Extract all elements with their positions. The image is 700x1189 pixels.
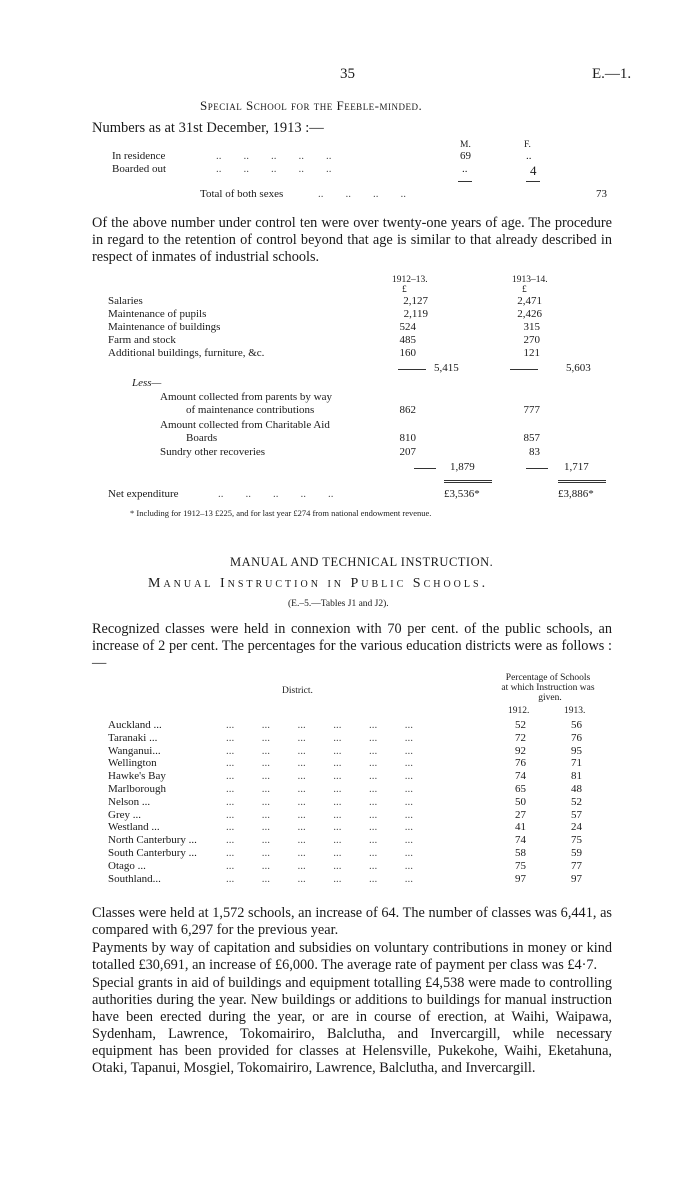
- district-name: Nelson ...: [108, 796, 151, 808]
- leader-dots: ... ... ... ... ... ...: [226, 719, 413, 731]
- district-pct-1913: 59: [571, 847, 582, 859]
- less-total-1912: 1,879: [450, 461, 475, 473]
- less-item-line1: Sundry other recoveries: [160, 446, 266, 458]
- finance-item-label: Maintenance of buildings: [108, 321, 221, 333]
- finance-item-label: Additional buildings, furniture, &c.: [108, 347, 265, 359]
- district-pct-1912: 58: [515, 847, 526, 859]
- finance-item-label: Salaries: [108, 295, 143, 307]
- district-pct-1912: 41: [515, 821, 526, 833]
- leader-dots: ... ... ... ... ... ...: [226, 860, 413, 872]
- footnote: * Including for 1912–13 £225, and for last year £274 from national endowment revenue.: [130, 508, 432, 518]
- less-item-line2: Boards: [186, 432, 218, 444]
- paragraph-special-grants: Special grants in aid of buildings and equipment totalling £4,538 were made to controlling authorities during the year. New buildings or additions to buildings for manual instruction have been erected during the year, or are in course of erection, at Waihi, Waipawa, Sydenham, Lawrence, Tokomairiro, Balclutha, and Invercargill, while necessary equipment has been provided for classes at Helensville, Pukekohe, Waihi, Eketahuna, Otaki, Tapanui, Mosgiel, Tokomairiro, Lawrence, Balclutha, and Invercargill.: [92, 975, 612, 1076]
- district-name: South Canterbury ...: [108, 847, 197, 859]
- subtotal-1913: 5,603: [566, 362, 591, 374]
- district-name: Wellington: [108, 757, 157, 769]
- finance-item-1912: 2,127: [403, 295, 428, 307]
- tables-reference: (E.–5.—Tables J1 and J2).: [288, 599, 389, 609]
- district-name: Taranaki ...: [108, 732, 158, 744]
- district-name: Wanganui...: [108, 745, 161, 757]
- district-pct-1913: 71: [571, 757, 582, 769]
- subtotal-1912: 5,415: [434, 362, 459, 374]
- less-item-1912: 207: [399, 446, 416, 458]
- district-name: Southland...: [108, 873, 161, 885]
- finance-item-1912: 160: [399, 347, 416, 359]
- leader-dots: ... ... ... ... ... ...: [226, 809, 413, 821]
- leader-dots: ... ... ... ... ... ...: [226, 783, 413, 795]
- col-header-female: F.: [524, 140, 531, 150]
- finance-item-1913: 315: [523, 321, 540, 333]
- district-pct-1913: 52: [571, 796, 582, 808]
- finance-item-label: Maintenance of pupils: [108, 308, 207, 320]
- total-label: Total of both sexes: [200, 188, 284, 200]
- currency-symbol: £: [522, 285, 527, 295]
- leader-dots: ... ... ... ... ... ...: [226, 770, 413, 782]
- district-pct-1912: 97: [515, 873, 526, 885]
- district-pct-1912: 74: [515, 834, 526, 846]
- finance-item-label: Farm and stock: [108, 334, 176, 346]
- district-pct-1913: 97: [571, 873, 582, 885]
- less-item-1913: 777: [523, 404, 540, 416]
- district-pct-1913: 81: [571, 770, 582, 782]
- district-name: Hawke's Bay: [108, 770, 166, 782]
- subsection-title-manual-instruction: Manual Instruction in Public Schools.: [148, 576, 489, 591]
- finance-item-1913: 2,426: [517, 308, 542, 320]
- currency-symbol: £: [402, 285, 407, 295]
- double-rule: [558, 480, 606, 483]
- leader-dots: ... ... ... ... ... ...: [226, 745, 413, 757]
- district-pct-1912: 27: [515, 809, 526, 821]
- leader-dots: ... ... ... ... ... ...: [226, 834, 413, 846]
- paragraph-payments: Payments by way of capitation and subsidies on voluntary contributions in money or kind totalled £30,691, an increase of £6,000. The average rate of payment per class was £4·7.: [92, 940, 612, 973]
- boarded-out-male: ..: [462, 163, 468, 175]
- in-residence-male: 69: [460, 150, 471, 162]
- finance-item-1913: 121: [523, 347, 540, 359]
- leader-dots: ... ... ... ... ... ...: [226, 873, 413, 885]
- boarded-out-female: 4: [530, 163, 537, 178]
- leader-dots: ... ... ... ... ... ...: [226, 757, 413, 769]
- in-residence-female: ..: [526, 150, 532, 162]
- district-pct-1912: 75: [515, 860, 526, 872]
- col-header-district: District.: [282, 686, 313, 696]
- net-expenditure-1913: £3,886*: [558, 488, 594, 500]
- district-name: Westland ...: [108, 821, 160, 833]
- district-name: Otago ...: [108, 860, 146, 872]
- district-pct-1913: 76: [571, 732, 582, 744]
- section-title-manual-technical: MANUAL AND TECHNICAL INSTRUCTION.: [230, 555, 494, 569]
- leader-dots: ... ... ... ... ... ...: [226, 732, 413, 744]
- leader-dots: ... ... ... ... ... ...: [226, 796, 413, 808]
- row-label-boarded-out: Boarded out: [112, 163, 167, 175]
- less-item-line1: Amount collected from Charitable Aid: [160, 419, 330, 431]
- finance-item-1912: 524: [399, 321, 416, 333]
- district-pct-1912: 65: [515, 783, 526, 795]
- total-value: 73: [596, 188, 607, 200]
- district-pct-1912: 76: [515, 757, 526, 769]
- finance-item-1913: 2,471: [517, 295, 542, 307]
- divider: [526, 181, 540, 182]
- district-pct-1913: 77: [571, 860, 582, 872]
- less-item-1913: 83: [529, 446, 540, 458]
- leader-dots: .. .. .. .. ..: [216, 150, 332, 162]
- col-header-1912-13: 1912–13.: [392, 275, 428, 285]
- paragraph-recognized-classes: Recognized classes were held in connexion with 70 per cent. of the public schools, an increase of 2 per cent. The percentages for the various education districts were as follows :—: [92, 621, 612, 671]
- divider: [458, 181, 472, 182]
- district-name: Marlborough: [108, 783, 167, 795]
- less-item-line2: of maintenance contributions: [186, 404, 315, 416]
- district-pct-1913: 57: [571, 809, 582, 821]
- less-label: Less—: [132, 377, 162, 389]
- col-header-percentage-line2: at which Instruction was: [501, 683, 595, 693]
- district-pct-1912: 72: [515, 732, 526, 744]
- less-item-1913: 857: [523, 432, 540, 444]
- less-total-1913: 1,717: [564, 461, 589, 473]
- less-item-1912: 810: [399, 432, 416, 444]
- paragraph-classes-held: Classes were held at 1,572 schools, an increase of 64. The number of classes was 6,441, as compared with 6,297 for the previous year.: [92, 905, 612, 938]
- district-pct-1912: 74: [515, 770, 526, 782]
- divider: [414, 468, 436, 469]
- district-name: North Canterbury ...: [108, 834, 197, 846]
- finance-item-1912: 2,119: [403, 308, 428, 320]
- leader-dots: .. .. .. .. ..: [218, 488, 334, 500]
- finance-item-1912: 485: [399, 334, 416, 346]
- numbers-heading: Numbers as at 31st December, 1913 :—: [92, 120, 324, 136]
- net-expenditure-label: Net expenditure: [108, 488, 179, 500]
- district-name: Grey ...: [108, 809, 141, 821]
- leader-dots: .. .. .. ..: [318, 188, 406, 200]
- col-header-1913: 1913.: [564, 706, 586, 716]
- leader-dots: .. .. .. .. ..: [216, 163, 332, 175]
- page-number: 35: [340, 66, 355, 82]
- divider: [510, 369, 538, 370]
- col-header-1912: 1912.: [508, 706, 530, 716]
- district-pct-1912: 52: [515, 719, 526, 731]
- district-pct-1912: 50: [515, 796, 526, 808]
- district-pct-1913: 95: [571, 745, 582, 757]
- divider: [526, 468, 548, 469]
- document-reference: E.—1.: [592, 66, 632, 82]
- paragraph-control: Of the above number under control ten were over twenty-one years of age. The procedure in regard to the retention of control beyond that age is similar to that already described in respect of inmates of industrial schools.: [92, 215, 612, 265]
- district-pct-1912: 92: [515, 745, 526, 757]
- district-pct-1913: 75: [571, 834, 582, 846]
- less-item-line1: Amount collected from parents by way: [160, 391, 332, 403]
- col-header-percentage-line1: Percentage of Schools: [505, 673, 591, 683]
- district-pct-1913: 24: [571, 821, 582, 833]
- finance-item-1913: 270: [523, 334, 540, 346]
- leader-dots: ... ... ... ... ... ...: [226, 821, 413, 833]
- double-rule: [444, 480, 492, 483]
- col-header-1913-14: 1913–14.: [512, 275, 548, 285]
- divider: [398, 369, 426, 370]
- district-pct-1913: 48: [571, 783, 582, 795]
- col-header-percentage-line3: given.: [538, 693, 562, 703]
- district-pct-1913: 56: [571, 719, 582, 731]
- col-header-male: M.: [460, 140, 471, 150]
- leader-dots: ... ... ... ... ... ...: [226, 847, 413, 859]
- net-expenditure-1912: £3,536*: [444, 488, 480, 500]
- section-title-feeble-minded: Special School for the Feeble-minded.: [200, 98, 423, 113]
- less-item-1912: 862: [399, 404, 416, 416]
- district-name: Auckland ...: [108, 719, 162, 731]
- row-label-in-residence: In residence: [112, 150, 166, 162]
